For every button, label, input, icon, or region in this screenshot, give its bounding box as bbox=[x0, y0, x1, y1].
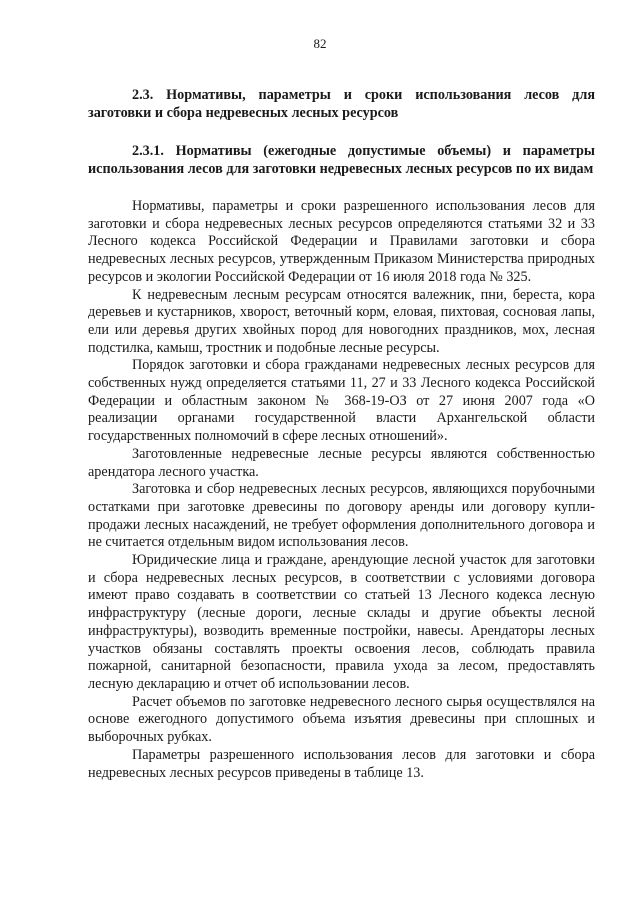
paragraph-logging-residues: Заготовка и сбор недревесных лесных ресурсов, являющихся порубочными остатками при заготовке древесины по договору аренды или договору купли-продажи лесных насаждений, не требует оформления дополнительного договора и не считается отдельным видом использования лесов. bbox=[88, 481, 595, 551]
paragraph-norms: Нормативы, параметры и сроки разрешенного использования лесов для заготовки и сбора недревесных лесных ресурсов определяются статьями 32 и 33 Лесного кодекса Российской Федерации и Правилами заготовки и сбора недревесных лесных ресурсов, утвержденным Приказом Министерства природных ресурсов и экологии Российской Федерации от 16 июля 2018 года № 325. bbox=[88, 198, 595, 285]
paragraph-lessee-rights: Юридические лица и граждане, арендующие лесной участок для заготовки и сбора недревесных лесных ресурсов, в соответствии с условиями договора имеют право создавать в соответствии со статьей 13 Лесного кодекса лесную инфраструктуру (лесные дороги, лесные склады и другие объекты лесной инфраструктуры), возводить временные постройки, навесы. Арендаторы лесных участков обязаны составлять проекты освоения лесов, соблюдать правила пожарной, санитарной безопасности, правила ухода за лесом, предоставлять лесную декларацию и отчет об использовании лесов. bbox=[88, 552, 595, 692]
paragraph-volume-calculation: Расчет объемов по заготовке недревесного лесного сырья осуществлялся на основе ежегодного допустимого объема изъятия древесины при сплошных и выборочных рубках. bbox=[88, 693, 595, 746]
section-heading: 2.3. Нормативы, параметры и сроки использования лесов для заготовки и сбора недревесных лесных ресурсов bbox=[88, 87, 595, 121]
page-number: 82 bbox=[313, 36, 327, 51]
page-content bbox=[88, 86, 595, 782]
paragraph-citizens-procedure: Порядок заготовки и сбора гражданами недревесных лесных ресурсов для собственных нужд определяется статьями 11, 27 и 33 Лесного кодекса Российской Федерации и областным законом № 368-19-ОЗ от 27 июня 2007 года «О реализации органами государственной власти Архангельской области государственных полномочий в сфере лесных отношений». bbox=[88, 357, 595, 445]
paragraph-table-reference: Параметры разрешенного использования лесов для заготовки и сбора недревесных лесных ресурсов приведены в таблице 13. bbox=[88, 746, 595, 781]
subsection-heading: 2.3.1. Нормативы (ежегодные допустимые объемы) и параметры использования лесов для заготовки недревесных лесных ресурсов по их видам bbox=[88, 143, 595, 177]
paragraph-resources-list: К недревесным лесным ресурсам относятся валежник, пни, береста, кора деревьев и кустарников, хворост, веточный корм, еловая, пихтовая, сосновая лапы, ели или деревья других хвойных пород для новогодних праздников, мох, лесная подстилка, камыш, тростник и подобные лесные ресурсы. bbox=[88, 286, 595, 356]
paragraph-ownership: Заготовленные недревесные лесные ресурсы являются собственностью арендатора лесного участка. bbox=[88, 445, 595, 480]
